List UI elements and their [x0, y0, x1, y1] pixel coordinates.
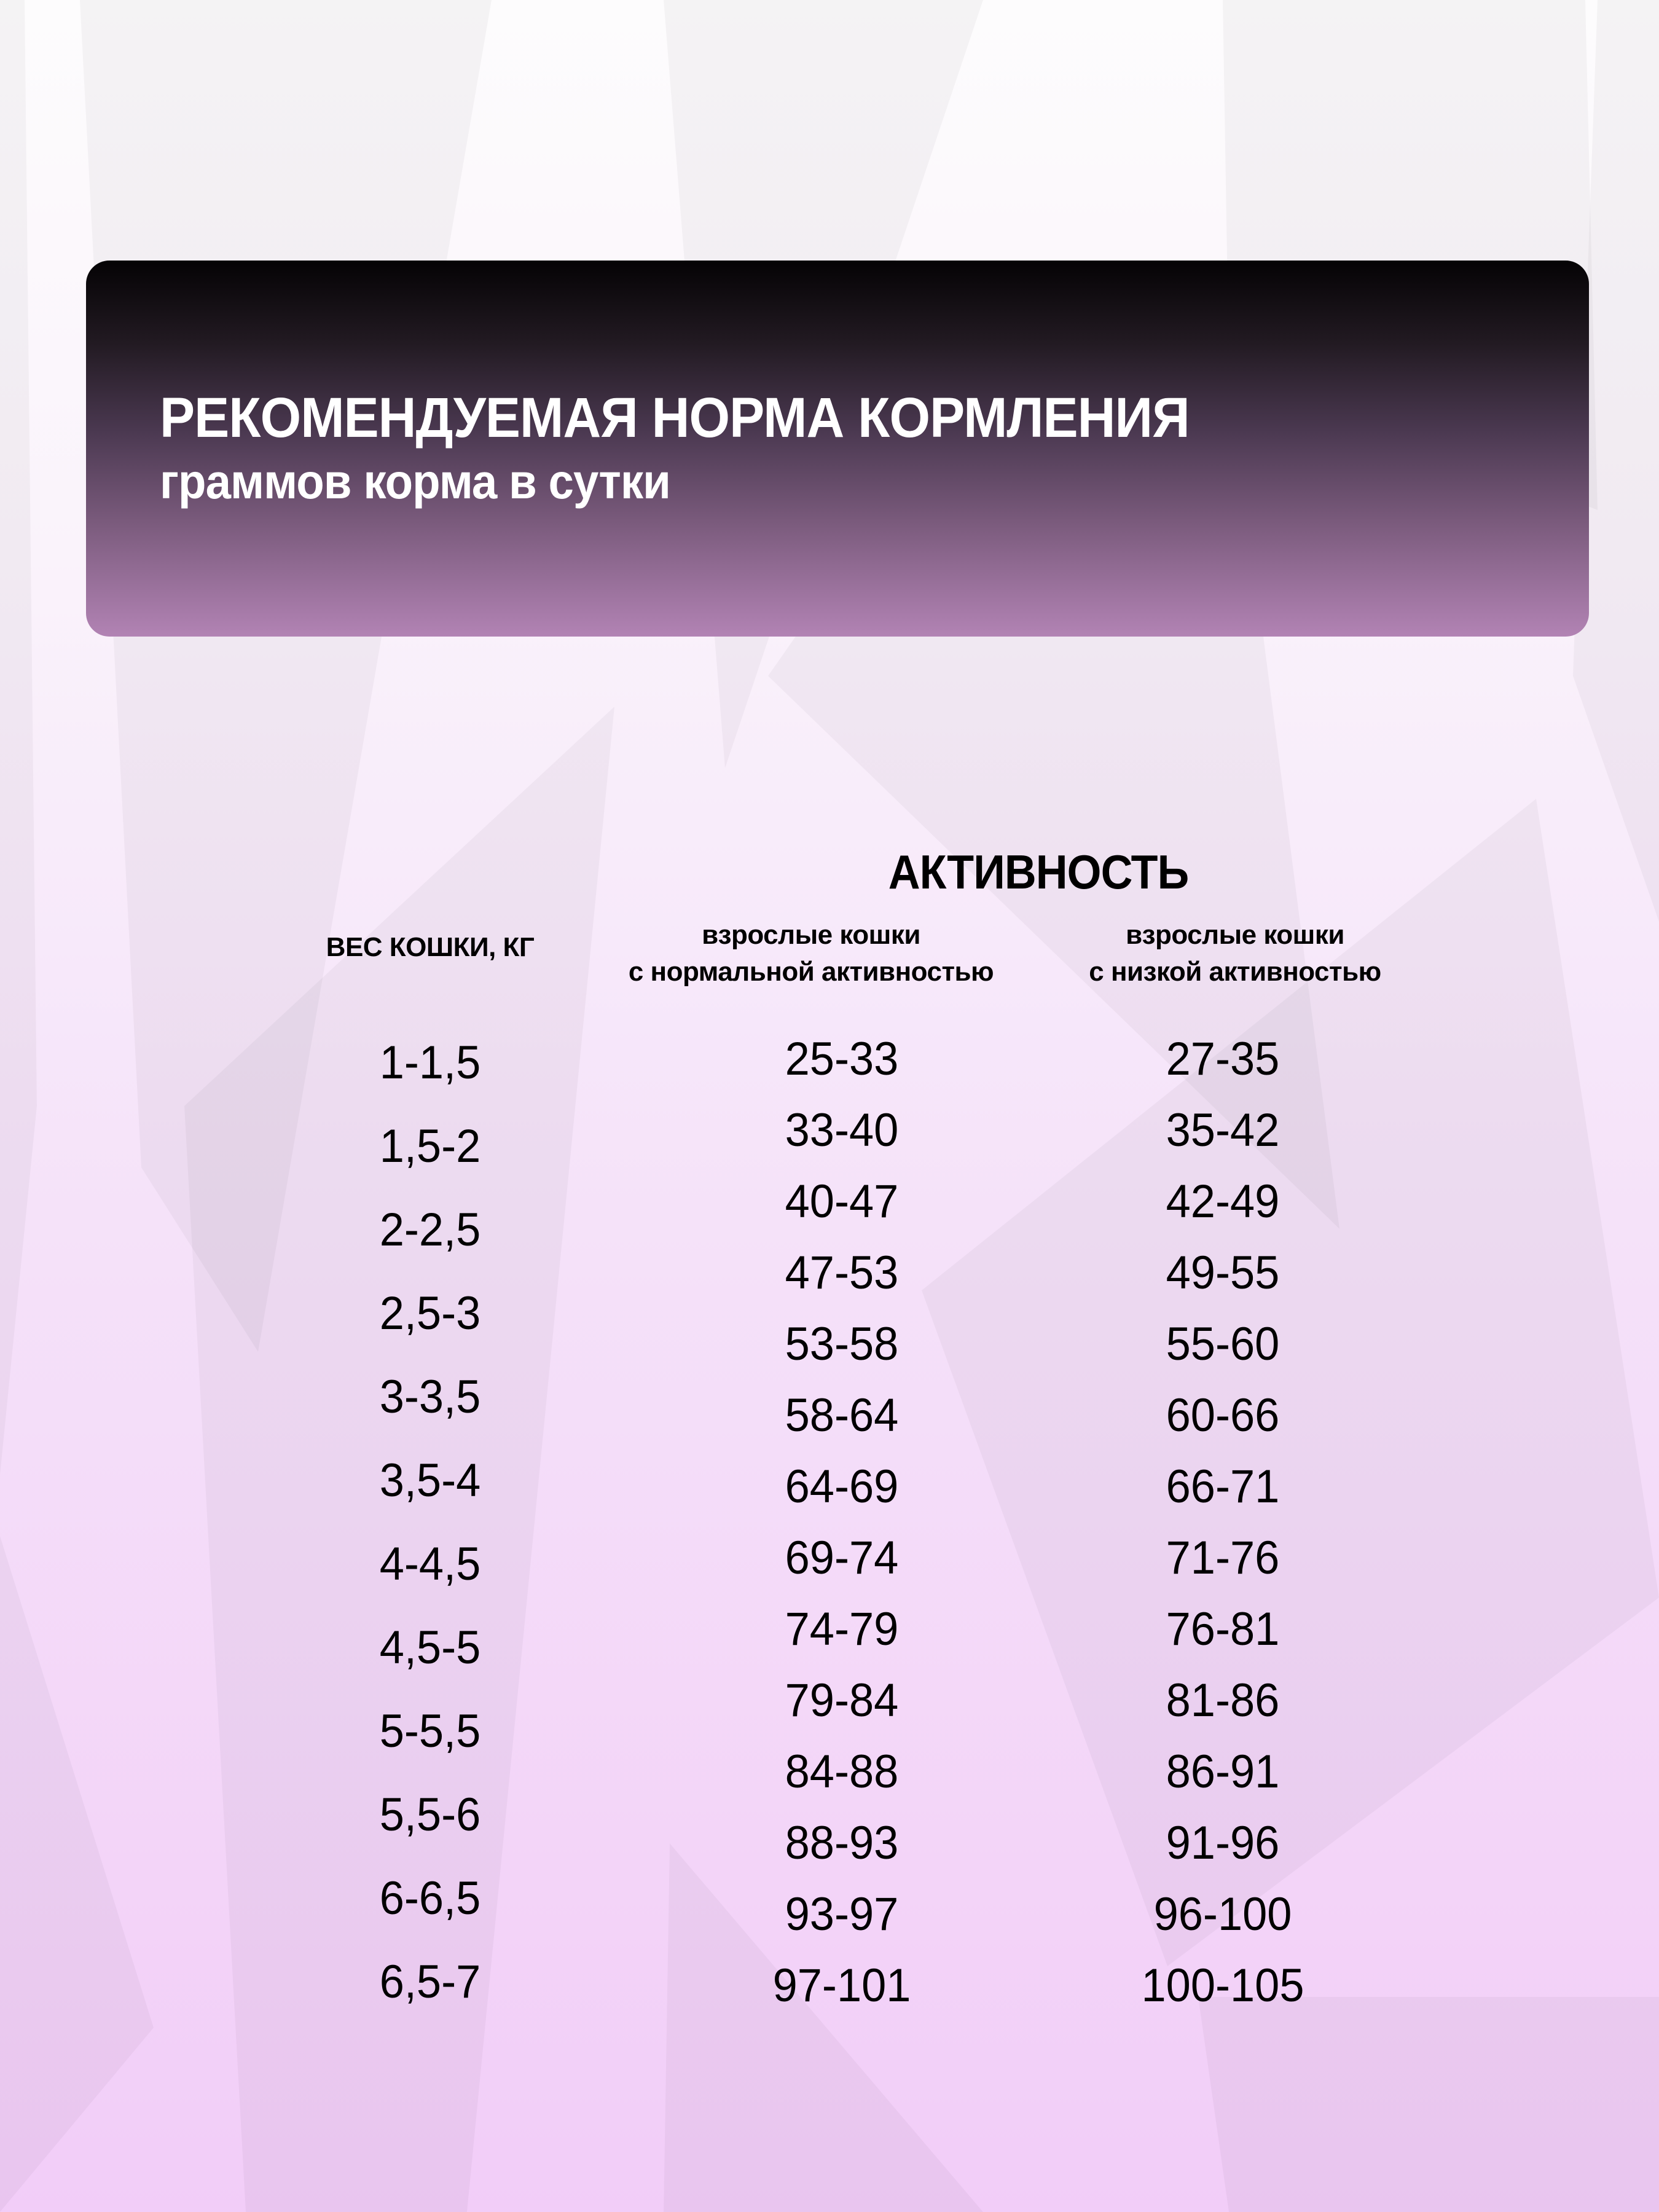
- low-activity-cell: 55-60: [1166, 1318, 1280, 1370]
- low-activity-cell: 96-100: [1153, 1888, 1292, 1940]
- low-activity-cell: 49-55: [1166, 1247, 1280, 1299]
- normal-activity-cell: 58-64: [785, 1389, 899, 1441]
- normal-activity-cell: 97-101: [772, 1959, 911, 2012]
- normal-activity-cell: 25-33: [785, 1033, 899, 1085]
- column-header-low-activity: [1045, 917, 1426, 990]
- weight-cell: 6-6,5: [379, 1872, 481, 1924]
- banner-title: РЕКОМЕНДУЕМАЯ НОРМА КОРМЛЕНИЯ: [160, 386, 1190, 449]
- weight-cell: 2,5-3: [379, 1287, 481, 1339]
- normal-activity-cell: 84-88: [785, 1746, 899, 1798]
- low-activity-cell: 81-86: [1166, 1674, 1280, 1727]
- weight-cell: 2-2,5: [379, 1204, 481, 1256]
- weight-cell: 4-4,5: [379, 1538, 481, 1590]
- weight-cell: 5,5-6: [379, 1789, 481, 1841]
- banner-subtitle: граммов корма в сутки: [160, 454, 670, 509]
- normal-activity-cell: 74-79: [785, 1603, 899, 1655]
- normal-activity-cell: 53-58: [785, 1318, 899, 1370]
- activity-heading: АКТИВНОСТЬ: [888, 845, 1189, 899]
- normal-activity-cell: 64-69: [785, 1461, 899, 1513]
- weight-cell: 4,5-5: [379, 1622, 481, 1674]
- low-activity-cell: 76-81: [1166, 1603, 1280, 1655]
- column-header-normal-line2: с нормальной активностью: [628, 957, 994, 987]
- low-activity-cell: 27-35: [1166, 1033, 1280, 1085]
- column-header-weight: ВЕС КОШКИ, КГ: [326, 932, 535, 962]
- weight-cell: 6,5-7: [379, 1956, 481, 2008]
- low-activity-cell: 66-71: [1166, 1461, 1280, 1513]
- low-activity-cell: 86-91: [1166, 1746, 1280, 1798]
- normal-activity-cell: 79-84: [785, 1674, 899, 1727]
- normal-activity-cell: 69-74: [785, 1532, 899, 1584]
- weight-cell: 3-3,5: [379, 1371, 481, 1423]
- column-header-normal-activity: [584, 917, 1038, 990]
- normal-activity-cell: 33-40: [785, 1104, 899, 1156]
- column-header-normal-line1: взрослые кошки: [702, 920, 920, 950]
- normal-activity-cell: 93-97: [785, 1888, 899, 1940]
- low-activity-cell: 60-66: [1166, 1389, 1280, 1441]
- weight-cell: 1-1,5: [379, 1037, 481, 1089]
- normal-activity-cell: 88-93: [785, 1817, 899, 1869]
- normal-activity-cell: 47-53: [785, 1247, 899, 1299]
- low-activity-cell: 71-76: [1166, 1532, 1280, 1584]
- normal-activity-cell: 40-47: [785, 1175, 899, 1228]
- low-activity-cell: 91-96: [1166, 1817, 1280, 1869]
- weight-cell: 1,5-2: [379, 1120, 481, 1172]
- weight-cell: 3,5-4: [379, 1454, 481, 1507]
- weight-cell: 5-5,5: [379, 1705, 481, 1757]
- low-activity-cell: 42-49: [1166, 1175, 1280, 1228]
- low-activity-cell: 100-105: [1141, 1959, 1304, 2012]
- column-header-low-line1: взрослые кошки: [1126, 920, 1344, 950]
- column-header-low-line2: с низкой активностью: [1089, 957, 1381, 987]
- low-activity-cell: 35-42: [1166, 1104, 1280, 1156]
- feeding-norm-banner: [86, 261, 1589, 637]
